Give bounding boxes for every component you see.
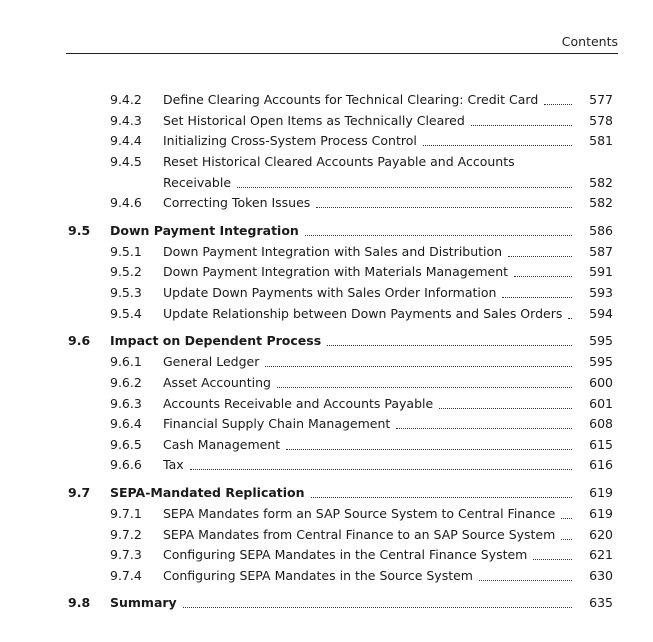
dot-leader: [327, 345, 572, 346]
toc-entry[interactable]: [0, 394, 653, 414]
toc-entry[interactable]: [0, 545, 653, 565]
toc-entry-title: Asset Accounting: [163, 375, 271, 390]
toc-entry-title: Define Clearing Accounts for Technical Clearing: Credit Card: [163, 92, 539, 107]
toc-entry-title: Configuring SEPA Mandates in the Source System: [163, 568, 473, 583]
toc-entry-title: Update Down Payments with Sales Order Information: [163, 285, 497, 300]
dot-leader: [265, 366, 572, 367]
toc-entry[interactable]: [0, 242, 653, 262]
toc-entry-page: 619: [589, 506, 613, 521]
toc-entry-number: 9.7.1: [110, 506, 142, 521]
toc-entry-number: 9.4.2: [110, 92, 142, 107]
toc-entry-number: 9.5.2: [110, 264, 142, 279]
toc-entry-title: Set Historical Open Items as Technically Cleared: [163, 113, 465, 128]
dot-leader: [561, 539, 572, 540]
toc-entry-number: 9.6.4: [110, 416, 142, 431]
toc-entry-number: 9.7.4: [110, 568, 142, 583]
toc-entry[interactable]: [0, 435, 653, 455]
toc-section-number: 9.8: [68, 595, 91, 610]
toc-entry-page: 621: [589, 547, 613, 562]
toc-entry[interactable]: [0, 111, 653, 131]
toc-entry-page: 593: [589, 285, 613, 300]
toc-entry[interactable]: [0, 152, 653, 172]
toc-section[interactable]: [0, 221, 653, 241]
dot-leader: [305, 235, 572, 236]
dot-leader: [502, 297, 572, 298]
toc-entry[interactable]: [0, 525, 653, 545]
toc-entry[interactable]: [0, 131, 653, 151]
toc-entry-page: 616: [589, 457, 613, 472]
toc-entry-number: 9.6.6: [110, 457, 142, 472]
page-header: [66, 34, 618, 54]
toc-section[interactable]: [0, 593, 653, 613]
header-rule: [66, 53, 618, 54]
toc-entry-page: 582: [589, 175, 613, 190]
dot-leader: [277, 387, 572, 388]
toc-entry-continuation[interactable]: [0, 173, 653, 193]
toc-entry-page: 591: [589, 264, 613, 279]
toc-entry-page: 608: [589, 416, 613, 431]
dot-leader: [561, 518, 572, 519]
toc-entry-page: 587: [589, 244, 613, 259]
toc-section-page: 595: [589, 333, 613, 348]
toc-entry-page: 581: [589, 133, 613, 148]
toc-entry-page: 620: [589, 527, 613, 542]
toc-entry-title: Financial Supply Chain Management: [163, 416, 391, 431]
toc-entry-title: SEPA Mandates from Central Finance to an SAP Source System: [163, 527, 556, 542]
toc-entry-title: Tax: [163, 457, 184, 472]
dot-leader: [396, 428, 572, 429]
toc-entry-title: Configuring SEPA Mandates in the Central Finance System: [163, 547, 528, 562]
dot-leader: [508, 256, 572, 257]
toc-entry-title: Down Payment Integration with Materials Management: [163, 264, 509, 279]
toc-entry-page: 578: [589, 113, 613, 128]
toc-entry-page: 601: [589, 396, 613, 411]
toc-entry-number: 9.5.4: [110, 306, 142, 321]
toc-entry-page: 577: [589, 92, 613, 107]
dot-leader: [479, 580, 572, 581]
dot-leader: [316, 207, 572, 208]
dot-leader: [237, 187, 572, 188]
toc-entry-title: Down Payment Integration with Sales and Distribution: [163, 244, 503, 259]
toc-entry-title: Accounts Receivable and Accounts Payable: [163, 396, 434, 411]
toc-entry-number: 9.6.2: [110, 375, 142, 390]
dot-leader: [514, 276, 572, 277]
toc-entry-page: 595: [589, 354, 613, 369]
toc-entry[interactable]: [0, 193, 653, 213]
toc-entry[interactable]: [0, 352, 653, 372]
toc-entry-page: 615: [589, 437, 613, 452]
dot-leader: [544, 104, 572, 105]
toc-entry-number: 9.4.4: [110, 133, 142, 148]
toc-entry[interactable]: [0, 262, 653, 282]
toc-section-title: Down Payment Integration: [110, 223, 299, 238]
toc-entry-title: General Ledger: [163, 354, 260, 369]
dot-leader: [423, 145, 572, 146]
toc-section-number: 9.5: [68, 223, 91, 238]
toc-entry-number: 9.4.6: [110, 195, 142, 210]
toc-section-number: 9.7: [68, 485, 91, 500]
toc-section-title: SEPA-Mandated Replication: [110, 485, 305, 500]
toc-entry-title: Cash Management: [163, 437, 281, 452]
toc-entry-title: Update Relationship between Down Payments and Sales Orders: [163, 306, 563, 321]
toc-section[interactable]: [0, 483, 653, 503]
dot-leader: [568, 318, 572, 319]
toc-section-title: Summary: [110, 595, 177, 610]
dot-leader: [190, 469, 572, 470]
toc-entry[interactable]: [0, 455, 653, 475]
toc-entry-number: 9.4.3: [110, 113, 142, 128]
toc-entry[interactable]: [0, 373, 653, 393]
toc-entry[interactable]: [0, 283, 653, 303]
dot-leader: [471, 125, 572, 126]
dot-leader: [311, 497, 572, 498]
toc-entry-number: 9.7.2: [110, 527, 142, 542]
toc-section[interactable]: [0, 331, 653, 351]
toc-section-page: 635: [589, 595, 613, 610]
toc-section-page: 586: [589, 223, 613, 238]
toc-entry-number: 9.6.3: [110, 396, 142, 411]
toc-section-title: Impact on Dependent Process: [110, 333, 322, 348]
toc-entry-number: 9.6.5: [110, 437, 142, 452]
header-title: Contents: [561, 34, 618, 49]
dot-leader: [439, 408, 572, 409]
toc-section-page: 619: [589, 485, 613, 500]
toc-entry-page: 600: [589, 375, 613, 390]
toc-entry[interactable]: [0, 504, 653, 524]
toc-entry-page: 630: [589, 568, 613, 583]
toc-entry-page: 582: [589, 195, 613, 210]
toc-entry[interactable]: [0, 304, 653, 324]
toc-entry-title: SEPA Mandates form an SAP Source System to Central Finance: [163, 506, 556, 521]
dot-leader: [183, 607, 572, 608]
toc-entry[interactable]: [0, 90, 653, 110]
toc-entry-number: 9.7.3: [110, 547, 142, 562]
toc-entry-number: 9.5.3: [110, 285, 142, 300]
dot-leader: [533, 559, 572, 560]
toc-entry[interactable]: [0, 566, 653, 586]
toc-entry-title-continuation: Receivable: [163, 175, 232, 190]
toc-section-number: 9.6: [68, 333, 91, 348]
toc-entry-title: Reset Historical Cleared Accounts Payable and Accounts: [163, 154, 515, 169]
dot-leader: [286, 449, 572, 450]
toc-entry-page: 594: [589, 306, 613, 321]
toc-entry-number: 9.6.1: [110, 354, 142, 369]
toc-entry-number: 9.4.5: [110, 154, 142, 169]
toc-entry[interactable]: [0, 414, 653, 434]
toc-entry-number: 9.5.1: [110, 244, 142, 259]
toc-entry-title: Correcting Token Issues: [163, 195, 311, 210]
toc-entry-title: Initializing Cross-System Process Control: [163, 133, 417, 148]
